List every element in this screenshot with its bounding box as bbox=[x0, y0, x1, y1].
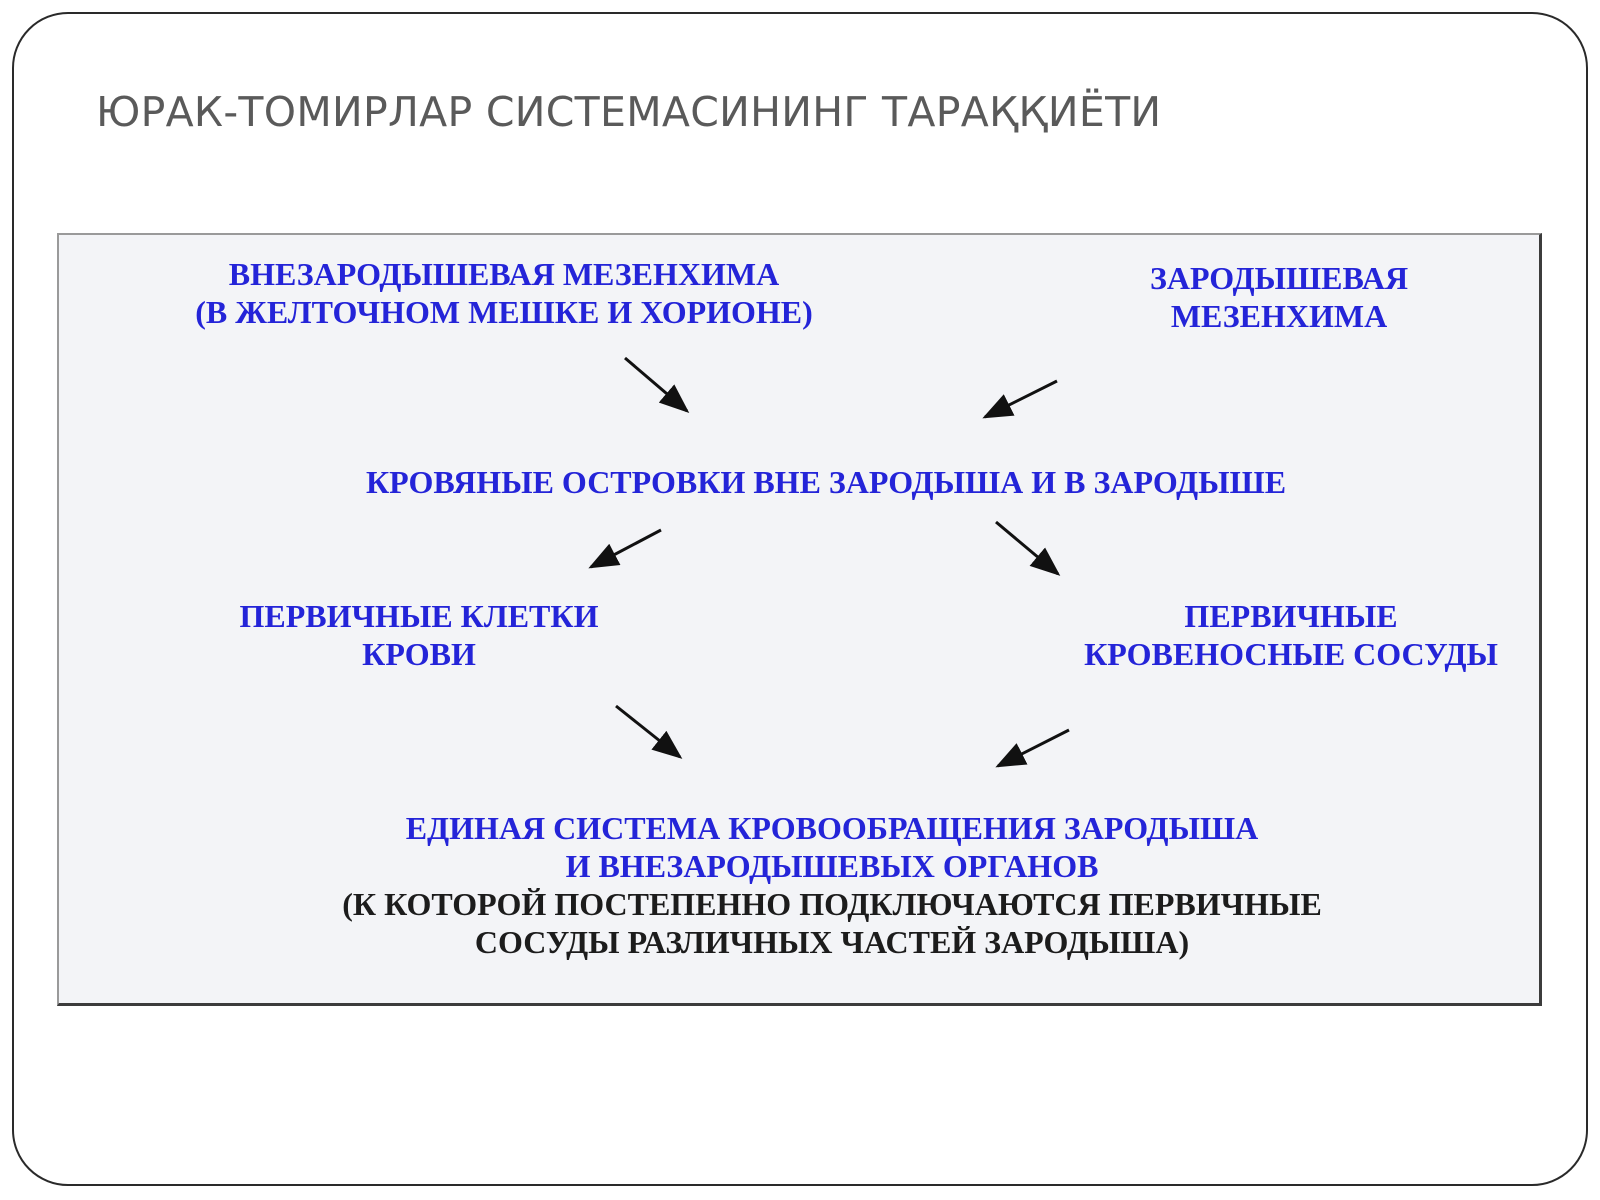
node-blood-islands-line1: КРОВЯНЫЕ ОСТРОВКИ ВНЕ ЗАРОДЫША И В ЗАРОДЫШЕ bbox=[365, 464, 1287, 500]
node-unified-circulation-line2: И ВНЕЗАРОДЫШЕВЫХ ОРГАНОВ bbox=[565, 848, 1099, 884]
node-extraembryonic-mesenchyme-line1: ВНЕЗАРОДЫШЕВАЯ МЕЗЕНХИМА bbox=[228, 256, 780, 292]
arrow-islands-to-blood-cells bbox=[591, 530, 661, 567]
slide-title: ЮРАК-ТОМИРЛАР СИСТЕМАСИНИНГ ТАРАҚҚИЁТИ bbox=[96, 88, 1162, 136]
node-primary-blood-cells-line1: ПЕРВИЧНЫЕ КЛЕТКИ bbox=[239, 598, 599, 634]
node-unified-circulation-line1: ЕДИНАЯ СИСТЕМА КРОВООБРАЩЕНИЯ ЗАРОДЫША bbox=[405, 810, 1259, 846]
node-primary-blood-cells-line2: КРОВИ bbox=[362, 636, 476, 672]
node-embryonic-mesenchyme-line2: МЕЗЕНХИМА bbox=[1170, 298, 1388, 334]
arrows-layer bbox=[59, 235, 1544, 1008]
node-extraembryonic-mesenchyme-line2: (В ЖЕЛТОЧНОМ МЕШКЕ И ХОРИОНЕ) bbox=[195, 294, 813, 330]
node-primary-blood-vessels-line1: ПЕРВИЧНЫЕ bbox=[1184, 598, 1398, 634]
flow-diagram bbox=[57, 233, 1542, 1006]
node-unified-circulation-note-line1: (К КОТОРОЙ ПОСТЕПЕННО ПОДКЛЮЧАЮТСЯ ПЕРВИЧНЫЕ bbox=[342, 886, 1322, 922]
arrow-blood-cells-to-unified bbox=[616, 706, 680, 757]
node-unified-circulation-note-line2: СОСУДЫ РАЗЛИЧНЫХ ЧАСТЕЙ ЗАРОДЫША) bbox=[474, 924, 1190, 960]
node-primary-blood-vessels-line2: КРОВЕНОСНЫЕ СОСУДЫ bbox=[1084, 636, 1498, 672]
arrow-embryonic-to-islands bbox=[985, 381, 1057, 417]
arrow-extraembryonic-to-islands bbox=[625, 358, 687, 411]
arrow-vessels-to-unified bbox=[998, 730, 1069, 766]
node-embryonic-mesenchyme-line1: ЗАРОДЫШЕВАЯ bbox=[1149, 260, 1409, 296]
arrow-islands-to-vessels bbox=[996, 522, 1058, 574]
